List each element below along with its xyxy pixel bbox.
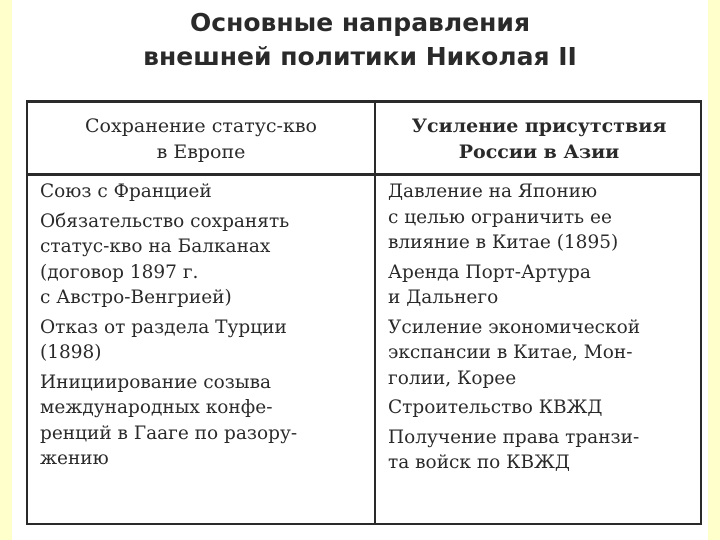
left-item-balkans-status-quo: Обязательство сохранять статус-кво на Балканах (договор 1897 г. с Австро-Венгрией) — [40, 210, 290, 308]
right-column — [388, 179, 698, 480]
policy-table — [26, 100, 702, 525]
right-item-troop-transit: Получение права транзи- та войск по КВЖД — [388, 426, 640, 473]
header-divider — [28, 173, 700, 176]
left-item-france-alliance: Союз с Францией — [40, 181, 212, 202]
right-item-port-arthur-lease: Аренда Порт-Артура и Дальнего — [388, 261, 591, 308]
document-page — [12, 0, 708, 540]
left-column-header: Сохранение статус-кво в Европе — [85, 115, 317, 163]
left-item-turkey-partition: Отказ от раздела Турции (1898) — [40, 316, 287, 363]
right-item-kvzhd-construction: Строительство КВЖД — [388, 397, 603, 418]
left-column — [40, 179, 370, 476]
right-item-japan-pressure: Давление на Японию с целью ограничить ее влияние в Китае (1895) — [388, 181, 619, 253]
right-column-header: Усиление присутствия России в Азии — [411, 115, 667, 163]
page-title: Основные направления внешней политики Николая II — [143, 8, 577, 71]
column-divider — [374, 103, 376, 523]
left-item-hague-conferences: Инициирование созыва международных конфе- ренций в Гааге по разору- жению — [40, 371, 298, 469]
right-item-economic-expansion: Усиление экономической экспансии в Китае, Мон- голии, Корее — [388, 316, 641, 389]
